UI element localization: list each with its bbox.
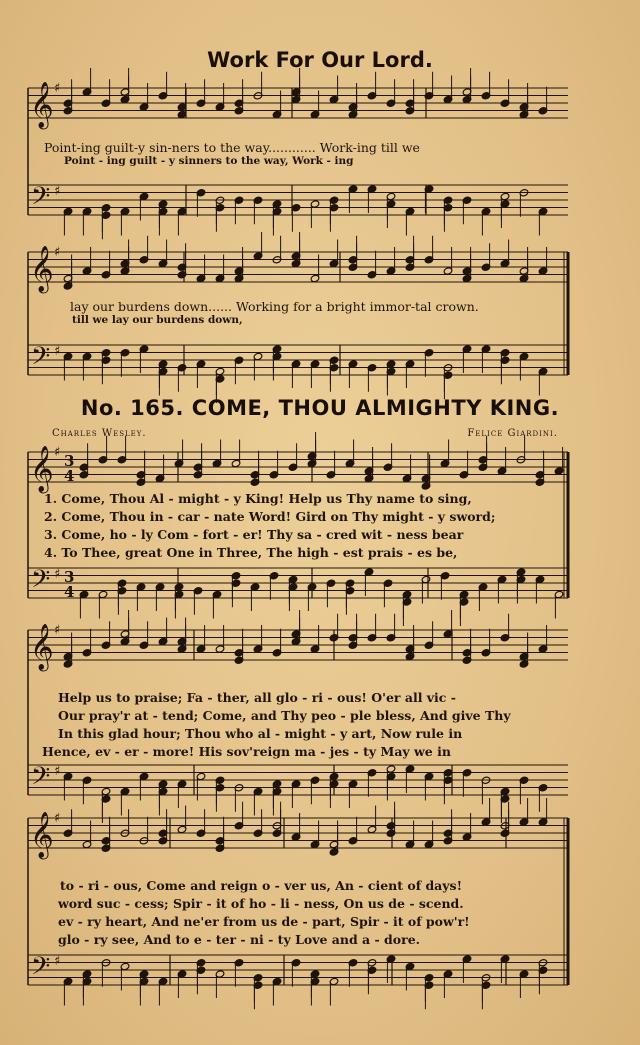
lyric-line: Point-ing guilt-y sin-ners to the way............ Work-ing till we (44, 140, 420, 155)
sharp-icon: ♯ (54, 954, 61, 969)
composer-credit: Felice Giardini. (467, 428, 558, 439)
treble-clef-icon: 𝄞 (30, 82, 54, 128)
time-signature-bottom: 4 (64, 583, 75, 601)
sharp-icon: ♯ (54, 344, 61, 359)
verse-line-4: Hence, ev - er - more! His sov'reign ma - jes - ty May we in (42, 744, 451, 759)
hymn-title-work-for-our-lord: Work For Our Lord. (207, 48, 433, 72)
verse-line-1: 1. Come, Thou Al - might - y King! Help us Thy name to sing, (44, 491, 472, 506)
treble-clef-icon: 𝄞 (30, 812, 54, 858)
verse-line-4: 4. To Thee, great One in Three, The high - est prais - es be, (44, 545, 458, 560)
treble-clef-icon: 𝄞 (30, 246, 54, 292)
sharp-icon: ♯ (54, 764, 61, 779)
verse-line-3: 3. Come, ho - ly Com - fort - er! Thy sa - cred wit - ness bear (44, 527, 464, 542)
lyric-line-alt: Point - ing guilt - y sinners to the way, Work - ing (64, 155, 354, 167)
lyric-line: lay our burdens down...... Working for a bright immor-tal crown. (70, 299, 479, 314)
sharp-icon: ♯ (54, 623, 61, 638)
verse-line-4: glo - ry see, And to e - ter - ni - ty Love and a - dore. (58, 932, 421, 947)
bass-clef-icon: 𝄢 (31, 182, 51, 217)
verse-line-2: Our pray'r at - tend; Come, and Thy peo - ple bless, And give Thy (58, 708, 511, 723)
verse-line-3: In this glad hour; Thou who al - might - y art, Now rule in (58, 726, 463, 741)
treble-clef-icon: 𝄞 (30, 446, 54, 492)
verse-line-2: word suc - cess; Spir - it of ho - li - ness, On us de - scend. (58, 896, 464, 911)
sharp-icon: ♯ (54, 445, 61, 460)
bass-clef-icon: 𝄢 (31, 952, 51, 987)
hymn-title-come-thou-almighty-king: No. 165. COME, THOU ALMIGHTY KING. (80, 396, 560, 420)
time-signature-top: 3 (64, 568, 75, 586)
sharp-icon: ♯ (54, 184, 61, 199)
verse-line-1: to - ri - ous, Come and reign o - ver us, An - cient of days! (60, 878, 463, 893)
sharp-icon: ♯ (54, 81, 61, 96)
lyric-line-alt: till we lay our burdens down, (72, 314, 243, 326)
lyricist-credit: Charles Wesley. (52, 428, 147, 439)
verse-line-2: 2. Come, Thou in - car - nate Word! Gird on Thy might - y sword; (44, 509, 496, 524)
treble-clef-icon: 𝄞 (30, 624, 54, 670)
time-signature-top: 3 (64, 452, 75, 470)
bass-clef-icon: 𝄢 (31, 762, 51, 797)
time-signature-bottom: 4 (64, 467, 75, 485)
bass-clef-icon: 𝄢 (31, 342, 51, 377)
verse-line-3: ev - ry heart, And ne'er from us de - part, Spir - it of pow'r! (58, 914, 470, 929)
sharp-icon: ♯ (54, 811, 61, 826)
sharp-icon: ♯ (54, 567, 61, 582)
bass-clef-icon: 𝄢 (31, 565, 51, 600)
sharp-icon: ♯ (54, 245, 61, 260)
verse-line-1: Help us to praise; Fa - ther, all glo - ri - ous! O'er all vic - (58, 690, 456, 705)
